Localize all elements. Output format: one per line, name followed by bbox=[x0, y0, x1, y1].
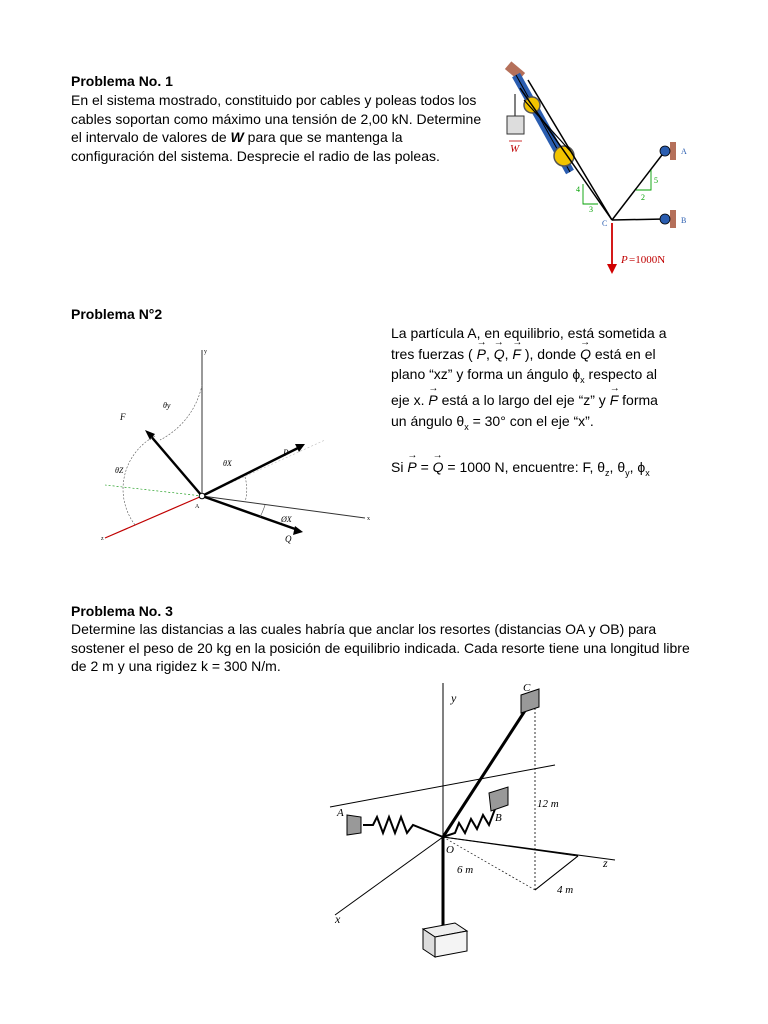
w-variable: W bbox=[230, 129, 244, 145]
problem-1-title: Problema No. 1 bbox=[71, 73, 173, 89]
p-force-label: P bbox=[621, 254, 628, 266]
svg-text:3: 3 bbox=[589, 205, 593, 214]
svg-text:z: z bbox=[603, 856, 608, 870]
w-label: W bbox=[510, 143, 520, 155]
svg-text:y: y bbox=[204, 349, 207, 355]
problem-3-title: Problema No. 3 bbox=[71, 603, 173, 619]
svg-text:4 m: 4 m bbox=[557, 884, 574, 896]
anchor-a-label: A bbox=[681, 147, 687, 156]
q-label: Q bbox=[285, 534, 292, 544]
anchor-b-label: B bbox=[681, 216, 687, 225]
svg-text:θX: θX bbox=[223, 459, 232, 468]
svg-text:C: C bbox=[523, 682, 531, 694]
svg-text:x: x bbox=[335, 912, 341, 926]
problem-3-statement: Determine las distancias a las cuales habría que anclar los resortes (distancias OA y OB) para sostener el peso de 20 kg en la posición de equilibrio indicada. Cada resorte tiene una longitud libre de 2 m y una rigidez k = 300 N/m. bbox=[71, 621, 690, 674]
svg-text:12 m: 12 m bbox=[537, 798, 559, 810]
p-force-value: =1000N bbox=[629, 254, 666, 266]
svg-text:y: y bbox=[451, 691, 457, 705]
svg-text:A: A bbox=[195, 504, 200, 510]
svg-text:θZ: θZ bbox=[115, 466, 124, 475]
svg-text:ØX: ØX bbox=[281, 515, 292, 524]
problem-3-figure bbox=[325, 675, 625, 960]
f-label: F bbox=[120, 412, 126, 422]
svg-text:z: z bbox=[101, 536, 104, 542]
svg-text:x: x bbox=[367, 516, 370, 522]
svg-text:θy: θy bbox=[163, 401, 171, 410]
p-label: P bbox=[283, 448, 289, 458]
svg-text:B: B bbox=[495, 812, 502, 824]
problem-1-figure bbox=[490, 60, 690, 275]
node-c-label: C bbox=[602, 219, 608, 228]
svg-text:2: 2 bbox=[641, 193, 645, 202]
problem-1-statement: En el sistema mostrado, constituido por cables y poleas todos los cables soportan como máximo una tensión de 2,00 kN. Determine el intervalo de valores de W para que se mantenga la configuración del sistema. Desprecie el radio de las poleas. bbox=[71, 92, 482, 164]
svg-text:A: A bbox=[337, 807, 344, 819]
svg-text:6 m: 6 m bbox=[457, 864, 474, 876]
problem-2-statement: La partícula A, en equilibrio, está sometida a tres fuerzas ( → P, → Q, → F ), donde → Q está en el plano “xz” y forma un ángulo $\phi_x$ respecto al eje x. → P está a lo largo del eje “z” y → F forma un ángulo $\theta_x = 30^\circ$ con el eje “x”. Si → P = → Q = 1000 N, encuentre: F, $\theta_z$, $\theta_y$, $\phi_x$ bbox=[391, 323, 711, 483]
svg-text:5: 5 bbox=[654, 176, 658, 185]
svg-text:O: O bbox=[446, 844, 454, 856]
svg-text:4: 4 bbox=[576, 185, 580, 194]
problem-2-figure bbox=[85, 330, 385, 560]
problem-2-title: Problema N°2 bbox=[71, 306, 163, 322]
